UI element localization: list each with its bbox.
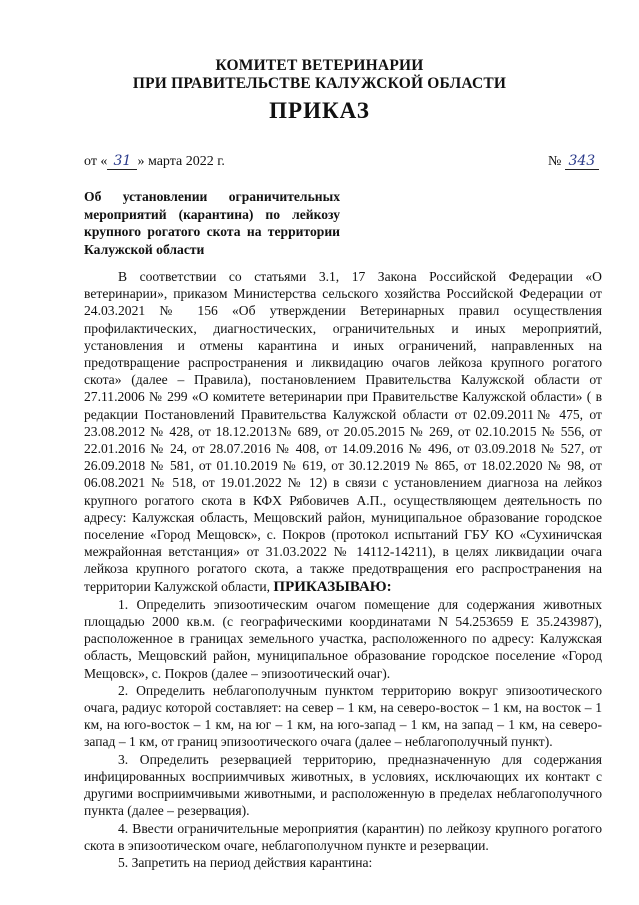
- item-5: 5. Запретить на период действия карантина:: [118, 854, 373, 870]
- item-4: 4. Ввести ограничительные мероприятия (карантин) по лейкозу крупного рогатого скота в эпизоотическом очаге, неблагополучном пункте и резервации.: [84, 820, 602, 853]
- committee-affiliation: ПРИ ПРАВИТЕЛЬСТВЕ КАЛУЖСКОЙ ОБЛАСТИ: [132, 75, 507, 92]
- date-prefix: от «: [84, 154, 108, 169]
- item-2: 2. Определить неблагополучным пунктом территорию вокруг эпизоотического очага, радиус которой составляет: на север – 1 км, на северо-восток – 1 км, на восток – 1 км, на юго-восток – 1 км, на юг – 1 км, на юго-запад – 1 км, на запад – 1 км, на северо-запад – 1 км, от границ эпизоотического очага (далее – неблагополучный пункт).: [84, 682, 602, 750]
- committee-name: КОМИТЕТ ВЕТЕРИНАРИИ: [215, 57, 424, 74]
- item-3: 3. Определить резервацией территорию, предназначенную для содержания инфицированных восприимчивых животных, в условиях, исключающих их контакт с другими восприимчивыми животными, и расположенную в пределах неблагополучного пункта (далее – резервация).: [84, 751, 602, 819]
- number-handwritten: 343: [568, 153, 596, 169]
- item-1: 1. Определить эпизоотическим очагом помещение для содержания животных площадью 2000 кв.м. (с географическими координатами N 54.253659 E 35.243987), расположенное в границах земельного участка, расположенного по адресу: Калужская область, Мещовский район, муниципальное образование городское поселение «Город Мещовск», с. Покров (далее – эпизоотический очаг).: [84, 596, 602, 681]
- order-number: [548, 154, 599, 170]
- order-body: [84, 268, 602, 871]
- number-underline: [565, 154, 599, 170]
- order-date: [84, 154, 225, 170]
- date-day-underline: [107, 154, 137, 170]
- preamble-text: В соответствии со статьями 3.1, 17 Закона Российской Федерации «О ветеринарии», приказом Министерства сельского хозяйства Российской Федерации от 24.03.2021 № 156 «Об утверждении Ветеринарных правил осуществления профилактических, диагностических, ограничительных и иных мероприятий, установления и отмены карантина и иных ограничений, направленных на предотвращение распространения и ликвидацию очагов лейкоза крупного рогатого скота» (далее – Правила), постановлением Правительства Калужской области от 27.11.2006 № 299 «О комитете ветеринарии при Правительстве Калужской области» ( в редакции Постановлений Правительства Калужской области от 02.09.2011№ 475, от 23.08.2012 № 428, от 18.12.2013№ 689, от 20.05.2015 № 269, от 02.10.2015 № 556, от 22.01.2016 № 24, от 28.07.2016 № 408, от 14.09.2016 № 496, от 03.09.2018 № 527, от 26.09.2018 № 581, от 01.10.2019 № 619, от 30.12.2019 № 865, от 18.02.2020 № 98, от 06.08.2021 № 518, от 19.01.2022 № 12) в связи с установлением диагноза на лейкоз крупного рогатого скота в КФХ Рябовичев А.П., осуществляющем деятельность по адресу: Калужская область, Мещовский район, муниципальное образование городское поселение «Город Мещовск», с. Покров (протокол испытаний ГБУ КО «Сухиничская межрайонная ветстанция» от 31.03.2022 № 14112-14211), в целях ликвидации очага лейкоза крупного рогатого скота, а также предотвращения его распространения на территории Калужской области,: [84, 269, 602, 594]
- number-prefix: №: [548, 154, 562, 169]
- document-type: ПРИКАЗ: [269, 98, 370, 123]
- preamble-paragraph: [84, 268, 602, 596]
- date-suffix: » марта 2022 г.: [137, 154, 225, 169]
- order-word: ПРИКАЗЫВАЮ:: [273, 578, 392, 595]
- order-subject: Об установлении ограничительных мероприятий (карантина) по лейкозу крупного рогатого скота на территории Калужской области: [84, 189, 340, 257]
- date-day-handwritten: 31: [113, 153, 132, 169]
